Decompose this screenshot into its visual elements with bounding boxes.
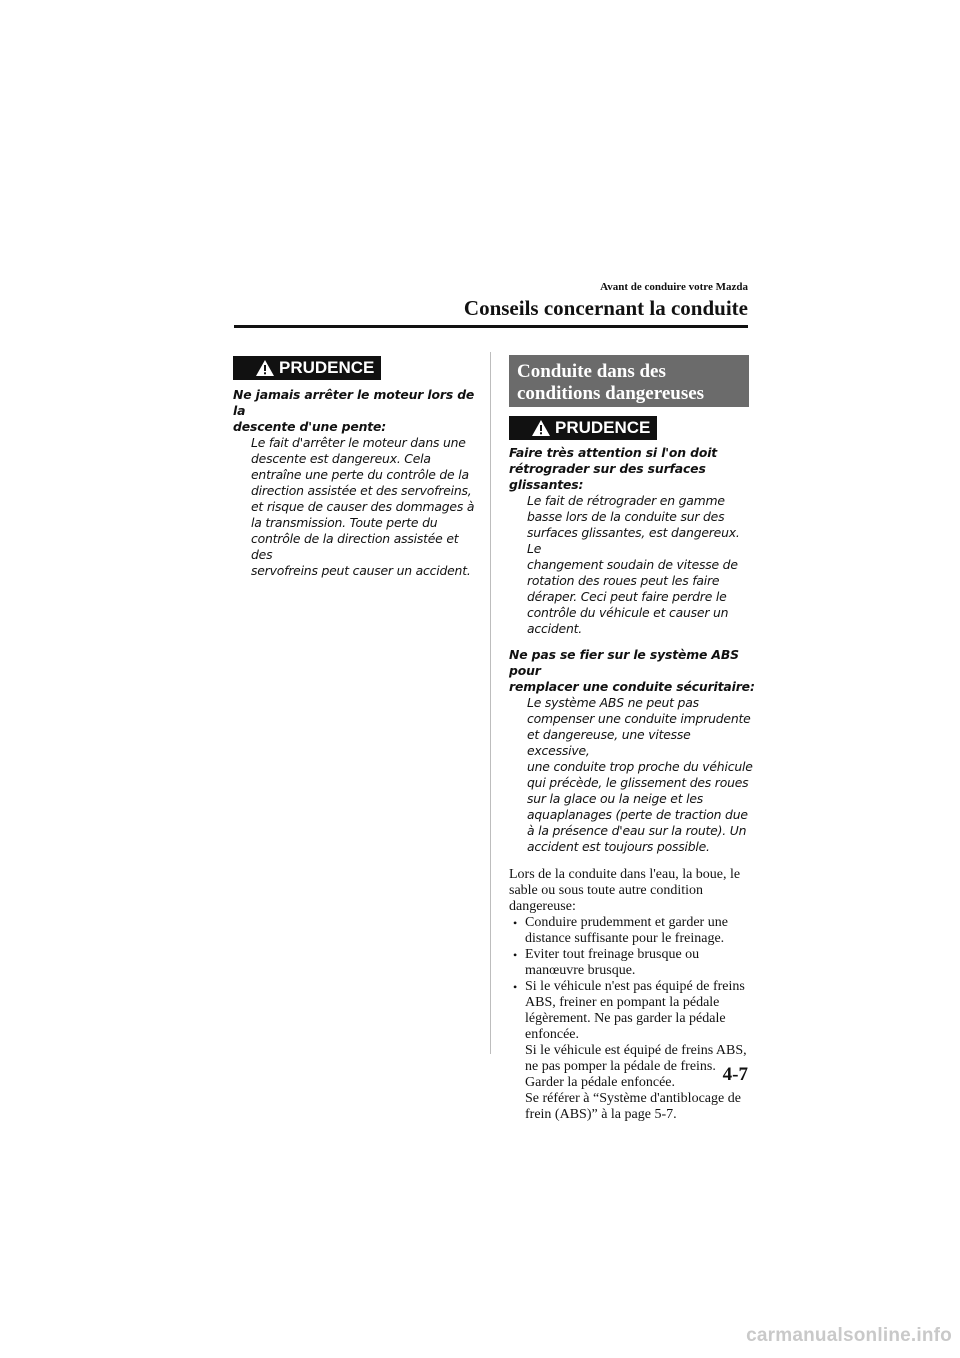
prudence-badge [233, 356, 381, 380]
warning-body [509, 493, 755, 637]
text-line: Si le véhicule n'est pas équipé de freins [525, 979, 745, 994]
text-line: compenser une conduite imprudente [527, 711, 751, 726]
bullet-icon: • [513, 980, 518, 994]
text-line: déraper. Ceci peut faire perdre le [527, 589, 727, 604]
warning-icon [255, 359, 275, 377]
header-rule [234, 325, 748, 328]
text-line: dangereuse: [509, 899, 576, 914]
chapter-label: Avant de conduire votre Mazda [600, 281, 748, 293]
text-line: descente d'une pente: [233, 419, 387, 434]
list-item [509, 979, 755, 1123]
text-line: accident est toujours possible. [527, 839, 710, 854]
text-line: manœuvre brusque. [525, 963, 636, 978]
text-line: Lors de la conduite dans l'eau, la boue, le [509, 867, 741, 882]
watermark: carmanualsonline.info [746, 1325, 952, 1346]
page-number: 4-7 [722, 1064, 748, 1085]
text-line: changement soudain de vitesse de [527, 557, 738, 572]
prudence-label: PRUDENCE [555, 418, 651, 437]
text-line: Eviter tout freinage brusque ou [525, 947, 700, 962]
text-line: Se référer à “Système d'antiblocage de [525, 1091, 741, 1106]
text-line: Le fait de rétrograder en gamme [527, 493, 725, 508]
text-line: contrôle de la direction assistée et des [251, 531, 459, 562]
list-item [509, 947, 755, 979]
text-line: rétrograder sur des surfaces glissantes: [509, 461, 706, 492]
text-line: aquaplanages (perte de traction due [527, 807, 748, 822]
text-line: Si le véhicule est équipé de freins ABS, [525, 1043, 747, 1058]
intro-paragraph [509, 867, 755, 915]
text-line: à la présence d'eau sur la route). Un [527, 823, 747, 838]
warning-heading [509, 647, 755, 695]
text-line: Le fait d'arrêter le moteur dans une [251, 435, 466, 450]
text-line: accident. [527, 621, 582, 636]
text-line: rotation des roues peut les faire [527, 573, 720, 588]
text-line: descente est dangereux. Cela [251, 451, 431, 466]
text-line: Garder la pédale enfoncée. [525, 1075, 676, 1090]
text-line: Ne pas se fier sur le système ABS pour [509, 647, 739, 678]
text-line: Ne jamais arrêter le moteur lors de la [233, 387, 475, 418]
text-line: et dangereuse, une vitesse excessive, [527, 727, 691, 758]
section-title-line: conditions dangereuses [517, 383, 705, 404]
warning-icon [531, 419, 551, 437]
text-line: basse lors de la conduite sur des [527, 509, 725, 524]
prudence-label: PRUDENCE [279, 358, 375, 377]
text-line: sur la glace ou la neige et les [527, 791, 704, 806]
bullet-list [509, 915, 755, 1123]
warning-heading [509, 445, 755, 493]
bullet-icon: • [513, 916, 518, 930]
text-line: remplacer une conduite sécuritaire: [509, 679, 755, 694]
text-line: sable ou sous toute autre condition [509, 883, 704, 898]
text-line: et risque de causer des dommages à [251, 499, 475, 514]
text-line: contrôle du véhicule et causer un [527, 605, 729, 620]
text-line: enfoncée. [525, 1027, 580, 1042]
text-line: légèrement. Ne pas garder la pédale [525, 1011, 726, 1026]
text-line: servofreins peut causer un accident. [251, 563, 471, 578]
warning-heading [233, 387, 483, 435]
text-line: la transmission. Toute perte du [251, 515, 438, 530]
prudence-badge [509, 416, 657, 440]
text-line: une conduite trop proche du véhicule [527, 759, 753, 774]
text-line: Faire très attention si l'on doit [509, 445, 718, 460]
warning-body [233, 435, 483, 579]
text-line: ne pas pomper la pédale de freins. [525, 1059, 716, 1074]
section-title-line: Conduite dans des [517, 361, 666, 382]
left-column [233, 356, 483, 579]
column-divider [490, 352, 491, 1054]
text-line: Conduire prudemment et garder une [525, 915, 728, 930]
text-line: frein (ABS)” à la page 5-7. [525, 1107, 677, 1122]
text-line: direction assistée et des servofreins, [251, 483, 472, 498]
section-title-box [509, 355, 749, 407]
text-line: surfaces glissantes, est dangereux. Le [527, 525, 740, 556]
section-header-title: Conseils concernant la conduite [463, 296, 748, 320]
warning-body [509, 695, 755, 855]
list-item [509, 915, 755, 947]
text-line: Le système ABS ne peut pas [527, 695, 699, 710]
text-line: distance suffisante pour le freinage. [525, 931, 725, 946]
right-column [509, 416, 755, 1123]
bullet-icon: • [513, 948, 518, 962]
text-line: entraîne une perte du contrôle de la [251, 467, 469, 482]
text-line: ABS, freiner en pompant la pédale [525, 995, 720, 1010]
text-line: qui précède, le glissement des roues [527, 775, 749, 790]
